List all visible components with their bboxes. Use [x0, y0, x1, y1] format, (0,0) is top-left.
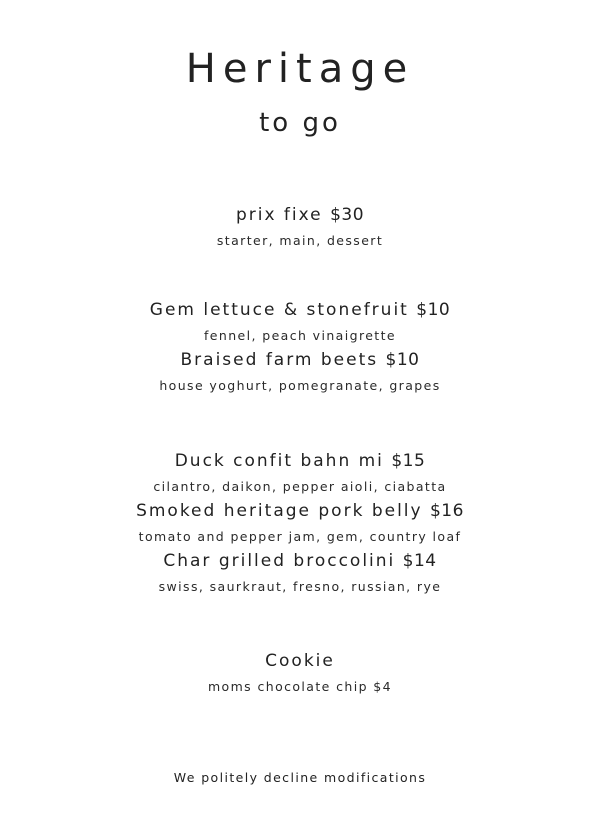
menu-item-price: $10	[385, 350, 420, 370]
menu-item-description: swiss, saurkraut, fresno, russian, rye	[158, 579, 442, 594]
menu-item-description: starter, main, dessert	[216, 233, 384, 248]
menu-item-name	[0, 298, 600, 323]
menu-item-price: $15	[391, 451, 426, 471]
menu-item-title: Braised farm beets	[180, 350, 379, 370]
menu-item-name	[0, 203, 600, 228]
menu-item-description: cilantro, daikon, pepper aioli, ciabatta	[153, 479, 447, 494]
menu-item-price: $30	[330, 205, 365, 225]
menu-item-title: Char grilled broccolini	[163, 551, 396, 571]
menu-section-starters	[0, 298, 600, 398]
menu-section-dessert	[0, 649, 600, 699]
menu-item-price: $14	[402, 551, 437, 571]
menu-item-name	[0, 549, 600, 574]
menu-item-price: $16	[429, 501, 464, 521]
menu-item-description: fennel, peach vinaigrette	[203, 328, 396, 343]
menu-item-title: Smoked heritage pork belly	[136, 501, 423, 521]
menu-item-title: Cookie	[265, 651, 335, 671]
menu-item-name	[0, 348, 600, 373]
menu-item-title: Duck confit bahn mi	[174, 451, 384, 471]
menu-item-name	[0, 499, 600, 524]
menu-section-prix-fixe	[0, 203, 600, 253]
menu-item-price: $10	[416, 300, 451, 320]
menu-item-name	[0, 649, 600, 674]
menu-subtitle: to go	[259, 108, 341, 138]
menu-item-title: prix fixe	[235, 205, 323, 225]
menu-section-mains	[0, 449, 600, 599]
modifications-note: We politely decline modifications	[173, 770, 427, 785]
menu-item-description: moms chocolate chip $4	[207, 679, 393, 694]
menu-item-description: tomato and pepper jam, gem, country loaf	[138, 529, 462, 544]
menu-item-title: Gem lettuce & stonefruit	[149, 300, 409, 320]
menu-item-name	[0, 449, 600, 474]
restaurant-title: Heritage	[185, 46, 415, 92]
menu-item-description: house yoghurt, pomegranate, grapes	[159, 378, 441, 393]
